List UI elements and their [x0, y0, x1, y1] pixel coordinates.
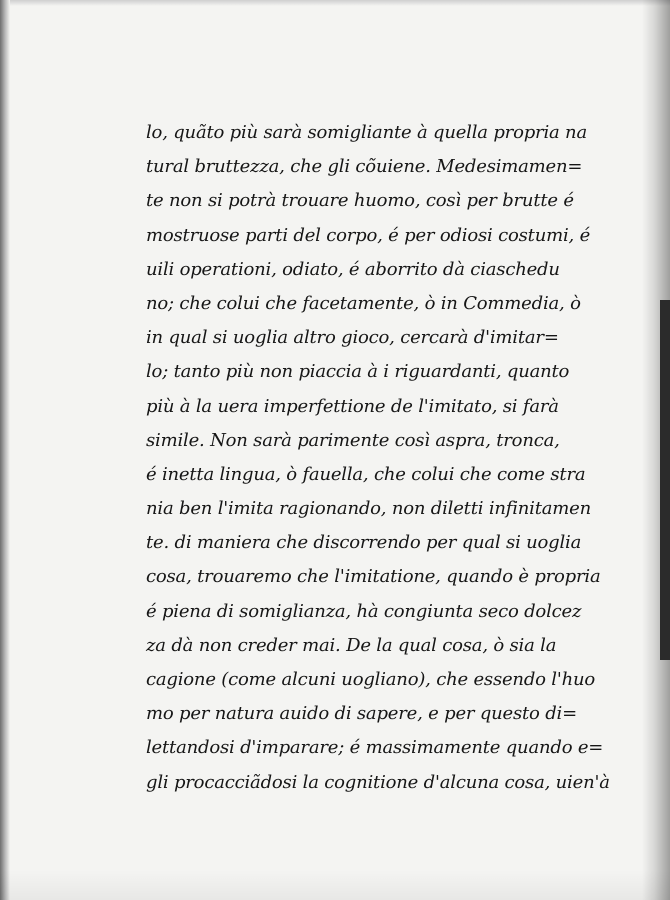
- page-edge-strip: [660, 300, 670, 660]
- text-line: uili operationi, odiato, é aborrito dà ciaschedu: [146, 258, 560, 280]
- text-line: più à la uera imperfettione de l'imitato, si farà: [146, 395, 559, 417]
- text-line: cagione (come alcuni uogliano), che essendo l'huo: [146, 669, 596, 690]
- text-line: cosa, trouaremo che l'imitatione, quando è propria: [146, 566, 601, 588]
- page-gutter-shadow: [0, 0, 10, 900]
- text-line: é piena di somiglianza, hà congiunta seco dolcez: [146, 600, 582, 622]
- text-line: te non si potrà trouare huomo, così per brutte é: [146, 190, 574, 212]
- text-line: no; che colui che facetamente, ò in Commedia, ò: [146, 292, 581, 314]
- page-top-edge: [0, 0, 670, 6]
- text-line: mo per natura auido di sapere, e per questo di=: [146, 703, 577, 725]
- text-line: za dà non creder mai. De la qual cosa, ò sia la: [146, 634, 557, 656]
- text-line: tural bruttezza, che gli cõuiene. Medesimamen=: [146, 156, 583, 178]
- page-bottom-fade: [0, 870, 670, 900]
- text-line: lo, quãto più sarà somigliante à quella propria na: [146, 122, 587, 143]
- text-line: te. di maniera che discorrendo per qual si uoglia: [146, 532, 582, 554]
- text-line: mostruose parti del corpo, é per odiosi costumi, é: [146, 224, 591, 246]
- text-line: lettandosi d'imparare; é massimamente quando e=: [146, 737, 604, 759]
- body-text: [146, 116, 616, 800]
- text-line: é inetta lingua, ò fauella, che colui che come stra: [146, 463, 586, 485]
- text-line: simile. Non sarà parimente così aspra, tronca,: [146, 429, 560, 451]
- text-line: in qual si uoglia altro gioco, cercarà d'imitar=: [146, 327, 559, 349]
- text-line: lo; tanto più non piaccia à i riguardanti, quanto: [146, 361, 570, 383]
- text-line: nia ben l'imita ragionando, non diletti infinitamen: [146, 498, 592, 520]
- text-line: gli procacciãdosi la cognitione d'alcuna cosa, uien'à: [146, 771, 610, 793]
